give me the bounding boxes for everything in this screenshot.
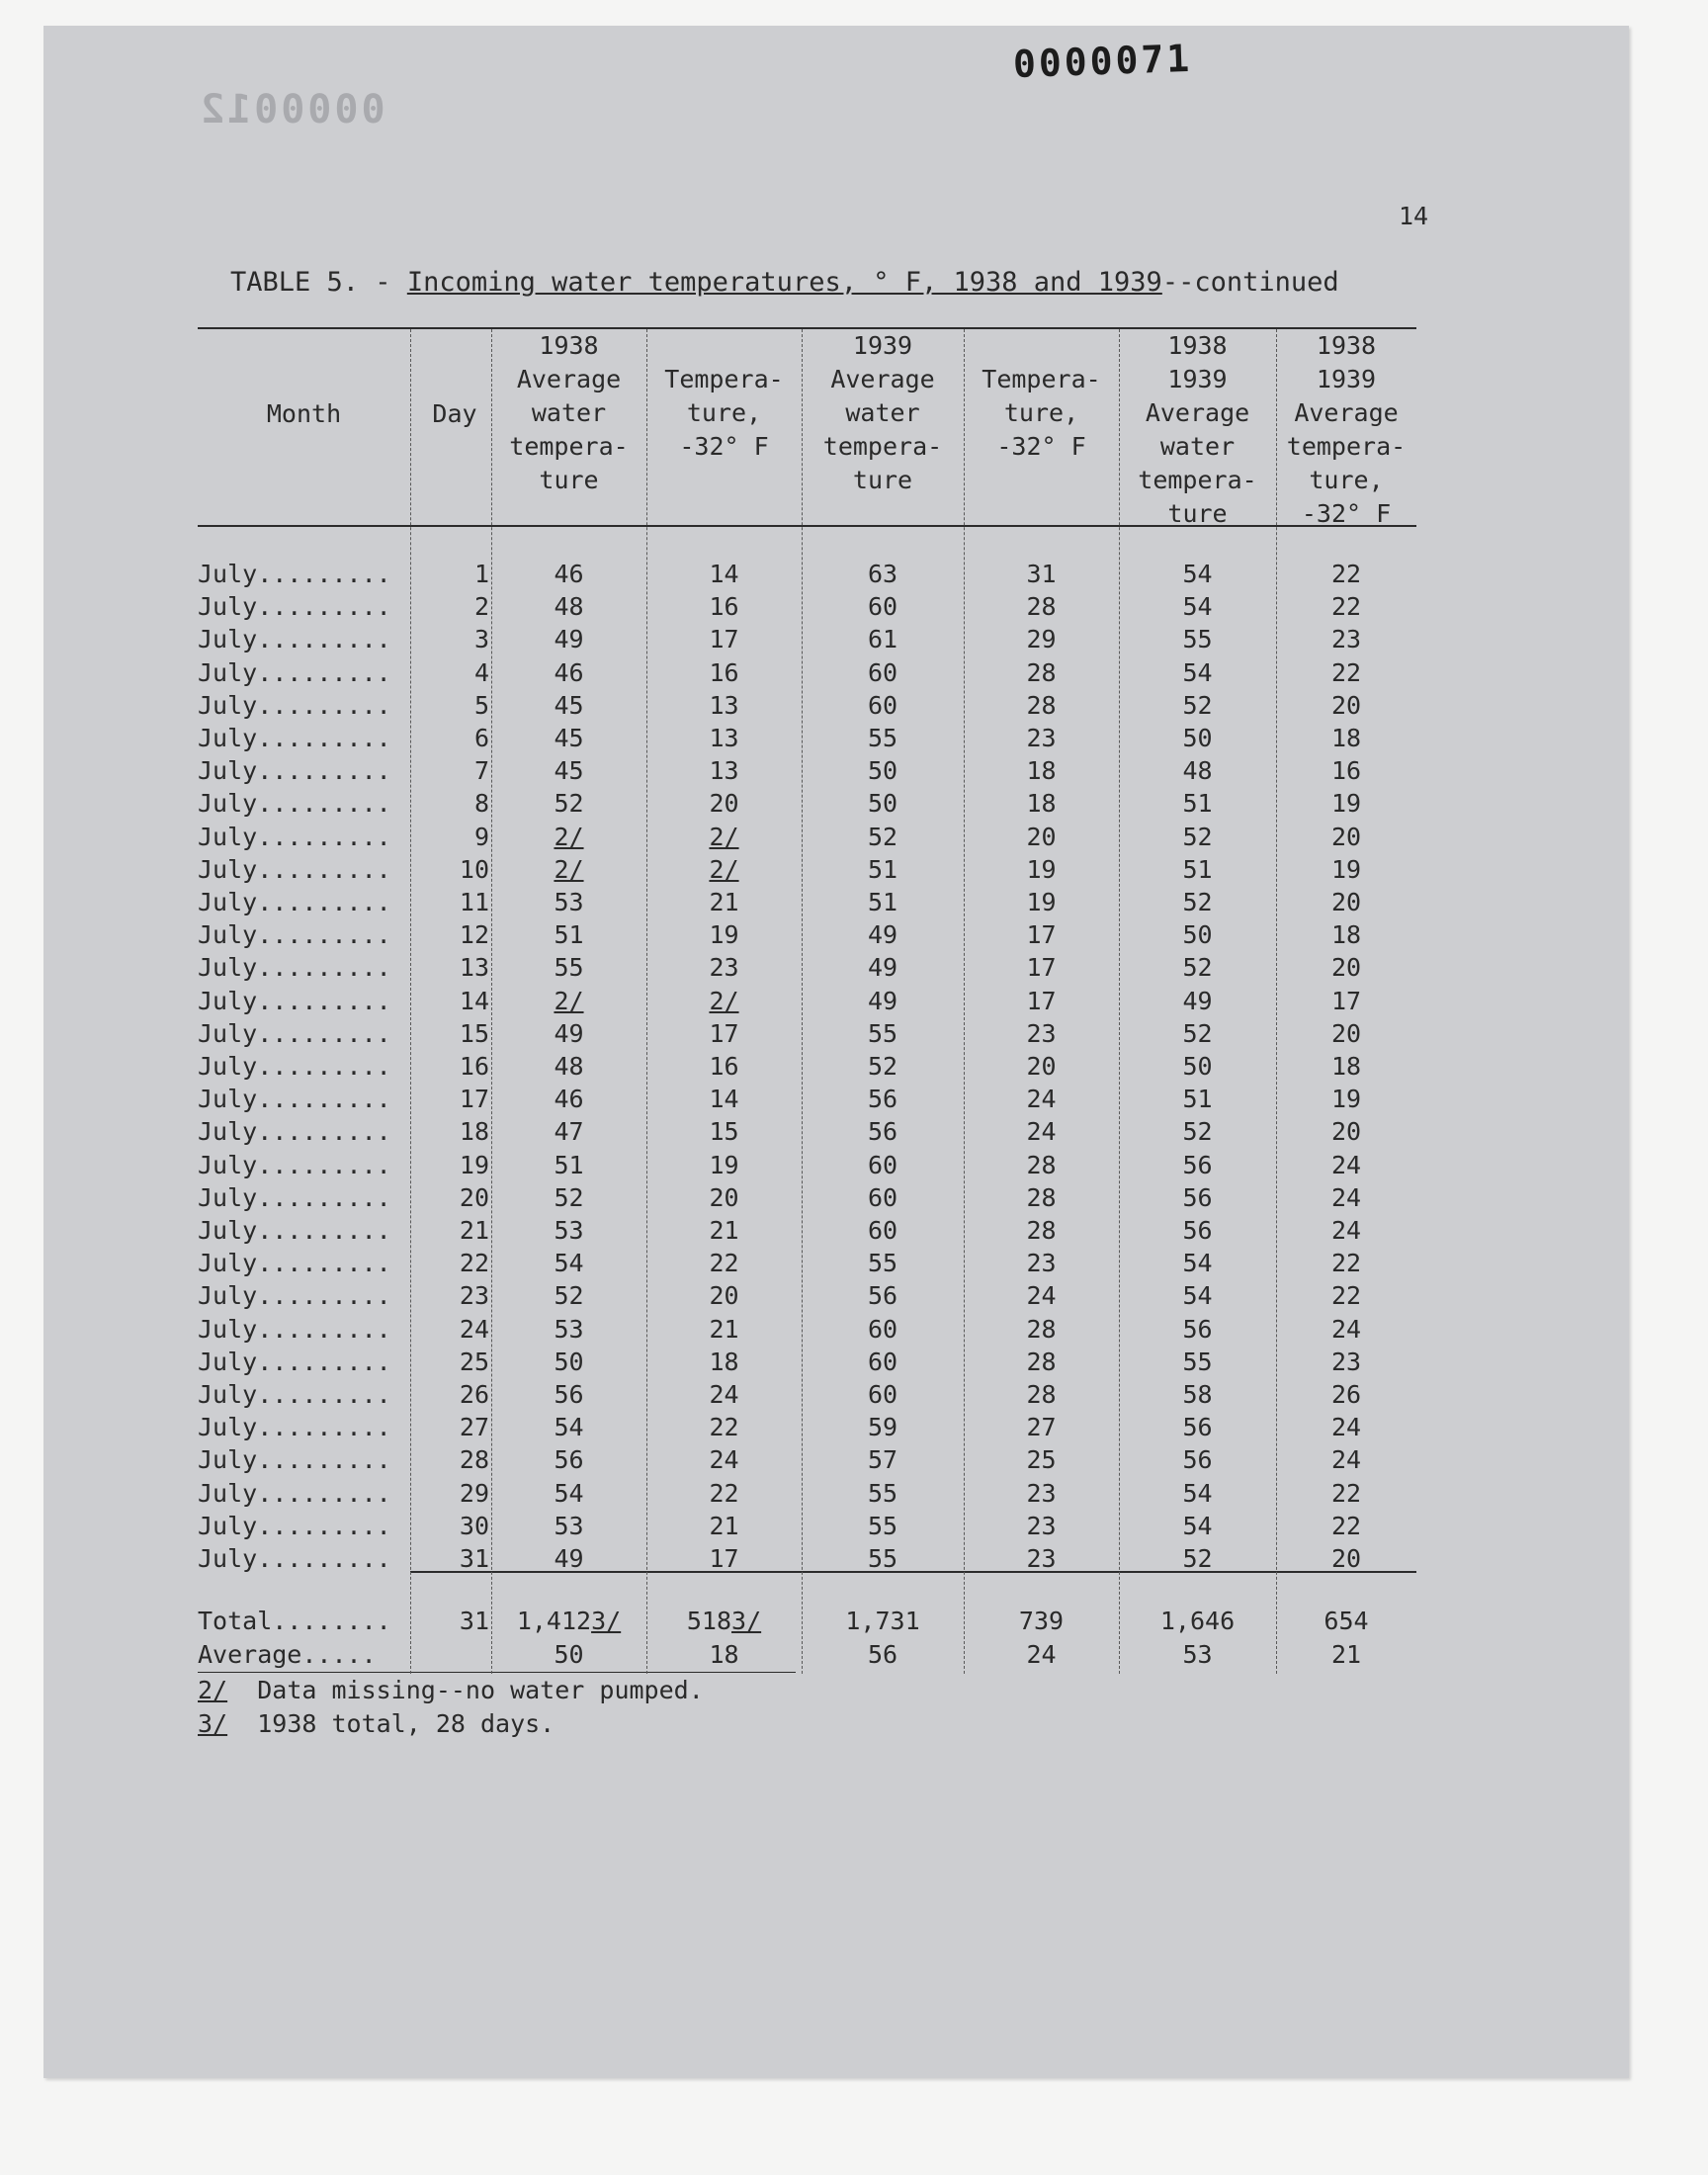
row-avg-1938-1939: 54 bbox=[1182, 560, 1213, 588]
row-temp-1938: 2/ bbox=[709, 823, 739, 851]
row-avg-1938: 54 bbox=[554, 1413, 584, 1441]
row-temp-1938-1939: 18 bbox=[1330, 724, 1362, 752]
row-temp-1939: 17 bbox=[1026, 920, 1057, 949]
row-avg-1939: 60 bbox=[867, 1216, 898, 1245]
row-day: 15 bbox=[459, 1019, 489, 1048]
row-temp-1939: 24 bbox=[1026, 1085, 1057, 1113]
header-avg-1938: 1938 Average water tempera- ture bbox=[509, 331, 629, 494]
row-temp-1939: 28 bbox=[1026, 1216, 1057, 1245]
row-avg-1938-1939: 50 bbox=[1182, 920, 1213, 949]
row-day: 13 bbox=[459, 953, 489, 982]
row-temp-1938: 14 bbox=[709, 1085, 739, 1113]
row-temp-1938: 17 bbox=[709, 1019, 739, 1048]
row-temp-1938-1939: 22 bbox=[1330, 658, 1362, 687]
row-month: July......... bbox=[198, 789, 391, 818]
total-avg-1938-1939: 1,646 bbox=[1159, 1607, 1236, 1635]
row-day: 3 bbox=[473, 625, 489, 653]
row-avg-1938-1939: 56 bbox=[1182, 1151, 1213, 1179]
row-day: 29 bbox=[459, 1479, 489, 1508]
row-avg-1939: 55 bbox=[867, 724, 898, 752]
row-day: 17 bbox=[459, 1085, 489, 1113]
row-month: July......... bbox=[198, 1117, 391, 1146]
row-avg-1939: 49 bbox=[867, 920, 898, 949]
row-avg-1938: 53 bbox=[554, 1216, 584, 1245]
row-avg-1938: 2/ bbox=[554, 987, 584, 1015]
row-avg-1938: 47 bbox=[554, 1117, 584, 1146]
row-day: 6 bbox=[473, 724, 489, 752]
row-avg-1938: 56 bbox=[554, 1445, 584, 1474]
row-avg-1939: 60 bbox=[867, 1380, 898, 1409]
row-temp-1938: 23 bbox=[709, 953, 739, 982]
footnote-3: 3/ 1938 total, 28 days. bbox=[198, 1709, 555, 1738]
row-month: July......... bbox=[198, 1348, 391, 1376]
row-avg-1938-1939: 49 bbox=[1182, 987, 1213, 1015]
row-day: 28 bbox=[459, 1445, 489, 1474]
row-temp-1938-1939: 24 bbox=[1330, 1216, 1362, 1245]
row-temp-1938: 21 bbox=[709, 1315, 739, 1344]
row-month: July......... bbox=[198, 953, 391, 982]
row-avg-1938-1939: 52 bbox=[1182, 1019, 1213, 1048]
row-temp-1939: 23 bbox=[1026, 1479, 1057, 1508]
row-avg-1939: 50 bbox=[867, 756, 898, 785]
row-day: 9 bbox=[473, 823, 489, 851]
row-month: July......... bbox=[198, 592, 391, 621]
total-day: 31 bbox=[459, 1607, 489, 1635]
row-avg-1939: 52 bbox=[867, 1052, 898, 1081]
row-avg-1939: 55 bbox=[867, 1249, 898, 1277]
page-number: 14 bbox=[1399, 202, 1429, 230]
row-day: 16 bbox=[459, 1052, 489, 1081]
row-avg-1938: 54 bbox=[554, 1249, 584, 1277]
row-avg-1938-1939: 50 bbox=[1182, 1052, 1213, 1081]
header-avg-1939: 1939 Average water tempera- ture bbox=[822, 331, 943, 494]
row-avg-1939: 60 bbox=[867, 691, 898, 720]
header-day: Day bbox=[432, 399, 477, 428]
row-temp-1938-1939: 24 bbox=[1330, 1183, 1362, 1212]
row-avg-1938: 54 bbox=[554, 1479, 584, 1508]
row-temp-1939: 29 bbox=[1026, 625, 1057, 653]
header-temp-1939: Tempera- ture, -32° F bbox=[982, 365, 1101, 461]
row-avg-1938-1939: 51 bbox=[1182, 1085, 1213, 1113]
row-temp-1939: 28 bbox=[1026, 691, 1057, 720]
row-month: July......... bbox=[198, 658, 391, 687]
row-temp-1939: 24 bbox=[1026, 1117, 1057, 1146]
title-main: Incoming water temperatures, ° F, 1938 and 1939 bbox=[406, 267, 1162, 298]
row-avg-1939: 60 bbox=[867, 592, 898, 621]
row-avg-1938-1939: 56 bbox=[1182, 1315, 1213, 1344]
row-month: July......... bbox=[198, 1249, 391, 1277]
row-month: July......... bbox=[198, 1315, 391, 1344]
row-temp-1938-1939: 22 bbox=[1330, 560, 1362, 588]
row-avg-1938-1939: 56 bbox=[1182, 1183, 1213, 1212]
average-avg-1938-1939: 53 bbox=[1182, 1640, 1213, 1669]
total-temp-1938: 5183/ bbox=[686, 1607, 762, 1635]
row-avg-1939: 55 bbox=[867, 1019, 898, 1048]
row-day: 7 bbox=[473, 756, 489, 785]
row-day: 20 bbox=[459, 1183, 489, 1212]
row-temp-1939: 20 bbox=[1026, 823, 1057, 851]
row-avg-1939: 60 bbox=[867, 658, 898, 687]
row-temp-1938-1939: 24 bbox=[1330, 1151, 1362, 1179]
average-temp-1938: 18 bbox=[709, 1640, 739, 1669]
row-month: July......... bbox=[198, 823, 391, 851]
row-temp-1939: 28 bbox=[1026, 1315, 1057, 1344]
row-avg-1938: 49 bbox=[554, 625, 584, 653]
row-temp-1938: 21 bbox=[709, 1216, 739, 1245]
row-avg-1939: 56 bbox=[867, 1085, 898, 1113]
row-avg-1939: 60 bbox=[867, 1348, 898, 1376]
row-temp-1939: 17 bbox=[1026, 987, 1057, 1015]
row-month: July......... bbox=[198, 1085, 391, 1113]
row-day: 25 bbox=[459, 1348, 489, 1376]
row-month: July......... bbox=[198, 1281, 391, 1310]
row-avg-1938-1939: 54 bbox=[1182, 1281, 1213, 1310]
row-temp-1938-1939: 18 bbox=[1330, 1052, 1362, 1081]
row-temp-1938: 19 bbox=[709, 920, 739, 949]
row-temp-1938-1939: 19 bbox=[1330, 789, 1362, 818]
row-temp-1938: 24 bbox=[709, 1380, 739, 1409]
row-temp-1938: 24 bbox=[709, 1445, 739, 1474]
row-avg-1939: 51 bbox=[867, 855, 898, 884]
row-day: 5 bbox=[473, 691, 489, 720]
row-avg-1939: 60 bbox=[867, 1151, 898, 1179]
row-month: July......... bbox=[198, 724, 391, 752]
row-month: July......... bbox=[198, 691, 391, 720]
row-avg-1939: 60 bbox=[867, 1183, 898, 1212]
row-avg-1938-1939: 50 bbox=[1182, 724, 1213, 752]
row-temp-1938: 18 bbox=[709, 1348, 739, 1376]
header-temp-1938-1939: 1938 1939 Average tempera- ture, -32° F bbox=[1286, 331, 1407, 528]
row-temp-1938: 2/ bbox=[709, 987, 739, 1015]
row-avg-1938-1939: 52 bbox=[1182, 1544, 1213, 1573]
row-avg-1938-1939: 51 bbox=[1182, 855, 1213, 884]
row-avg-1938-1939: 56 bbox=[1182, 1445, 1213, 1474]
header-avg-1938-1939: 1938 1939 Average water tempera- ture bbox=[1138, 331, 1257, 528]
row-avg-1938: 45 bbox=[554, 756, 584, 785]
row-temp-1939: 25 bbox=[1026, 1445, 1057, 1474]
row-avg-1938: 52 bbox=[554, 789, 584, 818]
row-day: 12 bbox=[459, 920, 489, 949]
row-avg-1938: 45 bbox=[554, 691, 584, 720]
row-temp-1938: 16 bbox=[709, 592, 739, 621]
row-month: July......... bbox=[198, 1380, 391, 1409]
row-day: 24 bbox=[459, 1315, 489, 1344]
row-temp-1938: 13 bbox=[709, 756, 739, 785]
row-avg-1938: 53 bbox=[554, 1512, 584, 1540]
row-month: July......... bbox=[198, 1216, 391, 1245]
row-avg-1939: 51 bbox=[867, 888, 898, 916]
row-avg-1939: 60 bbox=[867, 1315, 898, 1344]
row-avg-1939: 57 bbox=[867, 1445, 898, 1474]
row-temp-1938: 19 bbox=[709, 1151, 739, 1179]
row-temp-1938: 20 bbox=[709, 1281, 739, 1310]
row-avg-1938: 49 bbox=[554, 1544, 584, 1573]
row-temp-1938: 22 bbox=[709, 1413, 739, 1441]
row-temp-1938-1939: 17 bbox=[1330, 987, 1362, 1015]
total-label: Total........ bbox=[198, 1607, 391, 1635]
total-avg-1938: 1,4123/ bbox=[516, 1607, 622, 1635]
row-day: 1 bbox=[473, 560, 489, 588]
row-avg-1939: 63 bbox=[867, 560, 898, 588]
row-temp-1938: 15 bbox=[709, 1117, 739, 1146]
total-avg-1939: 1,731 bbox=[845, 1607, 920, 1635]
row-avg-1938: 53 bbox=[554, 888, 584, 916]
row-avg-1938-1939: 52 bbox=[1182, 888, 1213, 916]
row-temp-1938: 14 bbox=[709, 560, 739, 588]
row-day: 11 bbox=[459, 888, 489, 916]
row-avg-1938: 51 bbox=[554, 920, 584, 949]
row-temp-1938-1939: 20 bbox=[1330, 1117, 1362, 1146]
row-month: July......... bbox=[198, 855, 391, 884]
row-month: July......... bbox=[198, 1512, 391, 1540]
row-day: 8 bbox=[473, 789, 489, 818]
row-month: July......... bbox=[198, 560, 391, 588]
row-avg-1938-1939: 54 bbox=[1182, 1512, 1213, 1540]
row-avg-1938: 2/ bbox=[554, 855, 584, 884]
row-day: 27 bbox=[459, 1413, 489, 1441]
row-month: July......... bbox=[198, 756, 391, 785]
title-prefix: TABLE 5. - bbox=[230, 267, 407, 298]
row-avg-1939: 55 bbox=[867, 1544, 898, 1573]
row-temp-1938: 13 bbox=[709, 691, 739, 720]
row-temp-1938-1939: 22 bbox=[1330, 1479, 1362, 1508]
row-temp-1938: 2/ bbox=[709, 855, 739, 884]
row-day: 10 bbox=[459, 855, 489, 884]
row-temp-1938-1939: 22 bbox=[1330, 1281, 1362, 1310]
row-day: 31 bbox=[459, 1544, 489, 1573]
row-avg-1938: 51 bbox=[554, 1151, 584, 1179]
row-month: July......... bbox=[198, 920, 391, 949]
row-temp-1938-1939: 20 bbox=[1330, 691, 1362, 720]
row-month: July......... bbox=[198, 1019, 391, 1048]
row-avg-1938: 52 bbox=[554, 1183, 584, 1212]
row-temp-1938: 16 bbox=[709, 1052, 739, 1081]
row-day: 26 bbox=[459, 1380, 489, 1409]
document-number-stamp: 0000071 bbox=[1012, 36, 1193, 87]
row-temp-1938-1939: 20 bbox=[1330, 1019, 1362, 1048]
row-day: 22 bbox=[459, 1249, 489, 1277]
row-avg-1938: 55 bbox=[554, 953, 584, 982]
row-temp-1938: 17 bbox=[709, 1544, 739, 1573]
row-avg-1938-1939: 56 bbox=[1182, 1216, 1213, 1245]
row-temp-1938-1939: 19 bbox=[1330, 855, 1362, 884]
average-avg-1939: 56 bbox=[867, 1640, 898, 1669]
row-avg-1938: 48 bbox=[554, 592, 584, 621]
total-temp-1939: 739 bbox=[1018, 1607, 1065, 1635]
row-temp-1939: 23 bbox=[1026, 1544, 1057, 1573]
row-temp-1938-1939: 20 bbox=[1330, 1544, 1362, 1573]
row-temp-1938: 20 bbox=[709, 1183, 739, 1212]
row-avg-1939: 55 bbox=[867, 1512, 898, 1540]
average-label: Average..... bbox=[198, 1640, 377, 1669]
row-temp-1939: 28 bbox=[1026, 592, 1057, 621]
row-month: July......... bbox=[198, 1413, 391, 1441]
row-temp-1939: 18 bbox=[1026, 789, 1057, 818]
row-month: July......... bbox=[198, 1445, 391, 1474]
row-temp-1939: 23 bbox=[1026, 1249, 1057, 1277]
row-temp-1938-1939: 20 bbox=[1330, 953, 1362, 982]
row-temp-1938-1939: 24 bbox=[1330, 1413, 1362, 1441]
row-avg-1938: 46 bbox=[554, 560, 584, 588]
row-temp-1939: 20 bbox=[1026, 1052, 1057, 1081]
row-temp-1938: 22 bbox=[709, 1249, 739, 1277]
table-title bbox=[230, 267, 1339, 298]
row-avg-1938: 46 bbox=[554, 1085, 584, 1113]
row-day: 30 bbox=[459, 1512, 489, 1540]
row-avg-1938: 45 bbox=[554, 724, 584, 752]
row-month: July......... bbox=[198, 1479, 391, 1508]
row-temp-1939: 31 bbox=[1026, 560, 1057, 588]
row-avg-1938-1939: 54 bbox=[1182, 1249, 1213, 1277]
title-suffix: --continued bbox=[1161, 267, 1339, 298]
row-avg-1939: 56 bbox=[867, 1281, 898, 1310]
row-month: July......... bbox=[198, 1151, 391, 1179]
row-day: 18 bbox=[459, 1117, 489, 1146]
row-temp-1938: 22 bbox=[709, 1479, 739, 1508]
row-day: 23 bbox=[459, 1281, 489, 1310]
row-avg-1938: 2/ bbox=[554, 823, 584, 851]
row-day: 19 bbox=[459, 1151, 489, 1179]
row-avg-1938-1939: 51 bbox=[1182, 789, 1213, 818]
row-temp-1938: 17 bbox=[709, 625, 739, 653]
row-avg-1938-1939: 52 bbox=[1182, 953, 1213, 982]
row-temp-1938: 20 bbox=[709, 789, 739, 818]
row-month: July......... bbox=[198, 987, 391, 1015]
row-day: 4 bbox=[473, 658, 489, 687]
row-day: 21 bbox=[459, 1216, 489, 1245]
row-avg-1938: 46 bbox=[554, 658, 584, 687]
row-temp-1939: 23 bbox=[1026, 1019, 1057, 1048]
row-avg-1938-1939: 54 bbox=[1182, 658, 1213, 687]
row-temp-1939: 19 bbox=[1026, 855, 1057, 884]
row-temp-1939: 23 bbox=[1026, 1512, 1057, 1540]
row-avg-1938-1939: 54 bbox=[1182, 592, 1213, 621]
row-temp-1939: 28 bbox=[1026, 1183, 1057, 1212]
row-temp-1938-1939: 23 bbox=[1330, 625, 1362, 653]
row-avg-1939: 49 bbox=[867, 953, 898, 982]
row-temp-1939: 23 bbox=[1026, 724, 1057, 752]
row-temp-1938-1939: 24 bbox=[1330, 1445, 1362, 1474]
row-temp-1938-1939: 24 bbox=[1330, 1315, 1362, 1344]
row-day: 2 bbox=[473, 592, 489, 621]
average-temp-1939: 24 bbox=[1026, 1640, 1057, 1669]
row-avg-1938: 56 bbox=[554, 1380, 584, 1409]
row-avg-1938: 48 bbox=[554, 1052, 584, 1081]
row-avg-1939: 56 bbox=[867, 1117, 898, 1146]
row-avg-1939: 50 bbox=[867, 789, 898, 818]
row-month: July......... bbox=[198, 625, 391, 653]
row-avg-1939: 59 bbox=[867, 1413, 898, 1441]
row-month: July......... bbox=[198, 888, 391, 916]
row-temp-1939: 28 bbox=[1026, 658, 1057, 687]
row-temp-1938-1939: 19 bbox=[1330, 1085, 1362, 1113]
row-temp-1939: 19 bbox=[1026, 888, 1057, 916]
row-avg-1938: 49 bbox=[554, 1019, 584, 1048]
row-temp-1939: 28 bbox=[1026, 1151, 1057, 1179]
row-temp-1938-1939: 16 bbox=[1330, 756, 1362, 785]
row-temp-1938-1939: 22 bbox=[1330, 1512, 1362, 1540]
row-avg-1939: 49 bbox=[867, 987, 898, 1015]
footnote-2: 2/ Data missing--no water pumped. bbox=[198, 1676, 704, 1704]
bleed-through-stamp: 0000012 bbox=[198, 87, 385, 132]
row-day: 14 bbox=[459, 987, 489, 1015]
row-avg-1938: 50 bbox=[554, 1348, 584, 1376]
row-avg-1939: 61 bbox=[867, 625, 898, 653]
row-avg-1938-1939: 56 bbox=[1182, 1413, 1213, 1441]
average-avg-1938: 50 bbox=[554, 1640, 584, 1669]
row-temp-1939: 27 bbox=[1026, 1413, 1057, 1441]
row-temp-1938: 21 bbox=[709, 1512, 739, 1540]
row-avg-1938-1939: 54 bbox=[1182, 1479, 1213, 1508]
row-avg-1938: 52 bbox=[554, 1281, 584, 1310]
row-avg-1938-1939: 55 bbox=[1182, 625, 1213, 653]
row-temp-1939: 24 bbox=[1026, 1281, 1057, 1310]
header-temp-1938: Tempera- ture, -32° F bbox=[664, 365, 784, 461]
row-temp-1938-1939: 26 bbox=[1330, 1380, 1362, 1409]
row-month: July......... bbox=[198, 1183, 391, 1212]
row-avg-1938-1939: 58 bbox=[1182, 1380, 1213, 1409]
row-month: July......... bbox=[198, 1052, 391, 1081]
average-rule bbox=[198, 1672, 796, 1673]
row-temp-1938: 21 bbox=[709, 888, 739, 916]
row-month: July......... bbox=[198, 1544, 391, 1573]
row-avg-1938-1939: 52 bbox=[1182, 691, 1213, 720]
row-temp-1938-1939: 22 bbox=[1330, 1249, 1362, 1277]
row-avg-1938-1939: 52 bbox=[1182, 823, 1213, 851]
row-temp-1938-1939: 23 bbox=[1330, 1348, 1362, 1376]
total-temp-1938-1939: 654 bbox=[1324, 1607, 1369, 1635]
row-temp-1938: 16 bbox=[709, 658, 739, 687]
row-temp-1938-1939: 22 bbox=[1330, 592, 1362, 621]
row-temp-1939: 17 bbox=[1026, 953, 1057, 982]
row-temp-1939: 28 bbox=[1026, 1380, 1057, 1409]
row-temp-1938-1939: 20 bbox=[1330, 888, 1362, 916]
row-temp-1938-1939: 20 bbox=[1330, 823, 1362, 851]
row-avg-1938: 53 bbox=[554, 1315, 584, 1344]
average-temp-1938-1939: 21 bbox=[1330, 1640, 1362, 1669]
row-avg-1939: 52 bbox=[867, 823, 898, 851]
row-avg-1938-1939: 55 bbox=[1182, 1348, 1213, 1376]
row-avg-1939: 55 bbox=[867, 1479, 898, 1508]
row-avg-1938-1939: 52 bbox=[1182, 1117, 1213, 1146]
row-temp-1938-1939: 18 bbox=[1330, 920, 1362, 949]
row-temp-1939: 18 bbox=[1026, 756, 1057, 785]
row-avg-1938-1939: 48 bbox=[1182, 756, 1213, 785]
header-month: Month bbox=[266, 399, 342, 428]
row-temp-1939: 28 bbox=[1026, 1348, 1057, 1376]
row-temp-1938: 13 bbox=[709, 724, 739, 752]
